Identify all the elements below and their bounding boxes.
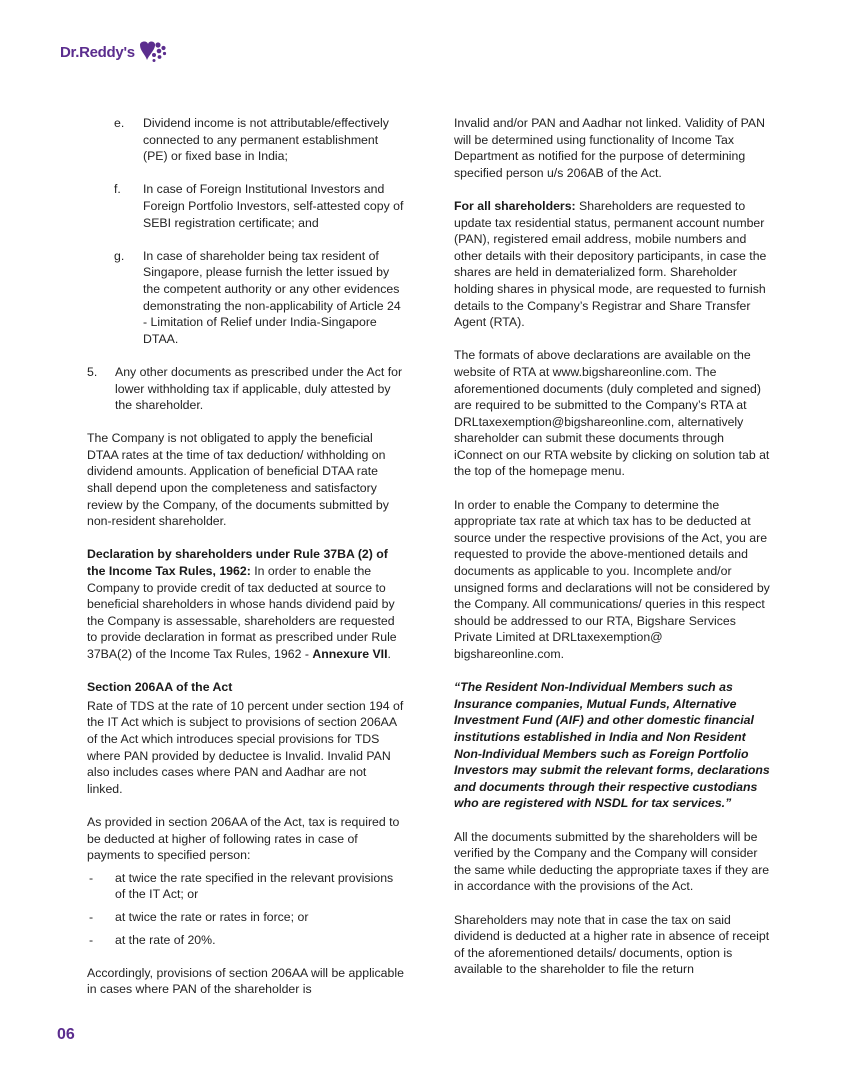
annexure-ref: Annexure VII xyxy=(312,647,388,661)
logo-bubbles-icon xyxy=(138,40,168,66)
numbered-list xyxy=(87,364,405,414)
list-marker: - xyxy=(89,909,94,924)
list-item xyxy=(87,364,405,414)
list-item-text: Any other documents as prescribed under the Act for lower withholding tax if applicable, duly attested by the shareholder. xyxy=(115,364,403,413)
logo-text: Dr.Reddy's xyxy=(60,43,135,61)
paragraph-accordingly: Accordingly, provisions of section 206AA will be applicable in cases where PAN of the shareholder is xyxy=(87,965,404,997)
list-item xyxy=(87,870,405,903)
page-number: 06 xyxy=(57,1026,75,1043)
paragraph-declaration: Declaration by shareholders under Rule 37BA (2) of the Income Tax Rules, 1962: In order to enable the Company to provide credit of tax deducted at source to beneficial shareholders in whose hands dividend paid by the Company is assessable, shareholders are requested to provide declaration in format as prescribed under Rule 37BA(2) of the Income Tax Rules, 1962 - Annexure VII. xyxy=(87,547,397,661)
list-item-text: In case of Foreign Institutional Investors and Foreign Portfolio Investors, self-attested copy of SEBI registration certificate; and xyxy=(143,182,404,230)
paragraph-dtaa: The Company is not obligated to apply the beneficial DTAA rates at the time of tax deduction/ withholding on dividend amounts. Application of beneficial DTAA rate shall depend upon the completeness and satisfactory review by the Company, of the documents submitted by non-resident shareholder. xyxy=(87,431,389,529)
list-item-text: at the rate of 20%. xyxy=(115,932,216,947)
dash-list xyxy=(87,870,405,948)
list-marker: 5. xyxy=(87,364,98,379)
alpha-list xyxy=(87,115,405,347)
list-item xyxy=(87,115,405,165)
list-marker: g. xyxy=(114,248,125,263)
list-marker: f. xyxy=(114,182,121,197)
list-item-text: Dividend income is not attributable/effectively connected to any permanent establishment (PE) or fixed base in India; xyxy=(143,116,389,164)
quote-non-individual: “The Resident Non-Individual Members such as Insurance companies, Mutual Funds, Alternative Investment Fund (AIF) and other domestic financial institutions established in India and Non Resident Non-Individual Members such as Foreign Portfolio Investors may submit the relevant forms, declarations and documents through their respective custodians who are registered with NSDL for tax services.” xyxy=(454,680,770,811)
list-marker: e. xyxy=(114,116,125,130)
list-item-text: In case of shareholder being tax resident of Singapore, please furnish the letter issued by the competent authority or any other evidences demonstrating the non-applicability of Article 24 - Limitation of Relief under India-Singapore DTAA. xyxy=(143,248,401,346)
paragraph-higher-rates: As provided in section 206AA of the Act, tax is required to be deducted at higher of following rates in case of payments to specified person: xyxy=(87,814,400,863)
paragraph-verified: All the documents submitted by the shareholders will be verified by the Company and the Company will consider the same while deducting the appropriate taxes if they are in accordance with the provisions of the Act. xyxy=(454,829,770,894)
list-item xyxy=(87,248,405,348)
section-heading: Section 206AA of the Act xyxy=(87,680,233,695)
paragraph-all-shareholders: For all shareholders: Shareholders are requested to update tax residential status, permanent account number (PAN), registered email address, mobile numbers and other details with their depository participants, in case the shares are held in dematerialized form. Shareholder holding shares in physical mode, are requested to furnish details to the Company’s Registrar and Share Transfer Agent (RTA). xyxy=(454,198,767,330)
paragraph-note: Shareholders may note that in case the tax on said dividend is deducted at a higher rate in absence of receipt of the aforementioned details/ documents, option is available to the shareholder to file the return xyxy=(454,912,770,977)
right-column xyxy=(454,115,772,994)
declaration-heading: Declaration by shareholders under Rule 37BA (2) of the Income Tax Rules, 1962: xyxy=(87,547,388,579)
left-column xyxy=(87,115,405,1014)
company-logo xyxy=(60,40,168,66)
paragraph-formats: The formats of above declarations are available on the website of RTA at www.bigshareonline.com. The aforementioned documents (duly completed and signed) are required to be submitted to the Company’s RTA at DRLtaxexemption@bigshareonline.com, alternatively shareholder can submit these documents through iConnect on our RTA website by clicking on solution tab at the top of the homepage menu. xyxy=(454,348,770,479)
paragraph-pan-validity: Invalid and/or PAN and Aadhar not linked. Validity of PAN will be determined using functionality of Income Tax Department as notified for the purpose of determining specified person u/s 206AB of the Act. xyxy=(454,116,766,180)
paragraph-enable: In order to enable the Company to determine the appropriate tax rate at which tax has to be deducted at source under the respective provisions of the Act, you are requested to provide the above-mentioned details and documents as applicable to you. Incomplete and/or unsigned forms and declarations will not be considered by the Company. All communications/ queries in this respect should be addressed to our RTA, Bigshare Services Private Limited at DRLtaxexemption@ bigshareonline.com. xyxy=(454,497,770,661)
list-item xyxy=(87,909,405,926)
list-marker: - xyxy=(89,870,94,885)
list-marker: - xyxy=(89,932,94,947)
list-item-text: at twice the rate specified in the relevant provisions of the IT Act; or xyxy=(115,870,394,902)
list-item xyxy=(87,181,405,231)
list-item xyxy=(87,932,405,949)
paragraph-tds-rate: Rate of TDS at the rate of 10 percent under section 194 of the IT Act which is subject to provisions of section 206AA of the Act which introduces special provisions for TDS where PAN provided by deductee is Invalid. Invalid PAN also includes cases where PAN and Aadhar are not linked. xyxy=(87,698,404,796)
all-shareholders-heading: For all shareholders: xyxy=(454,198,576,213)
list-item-text: at twice the rate or rates in force; or xyxy=(115,909,309,924)
